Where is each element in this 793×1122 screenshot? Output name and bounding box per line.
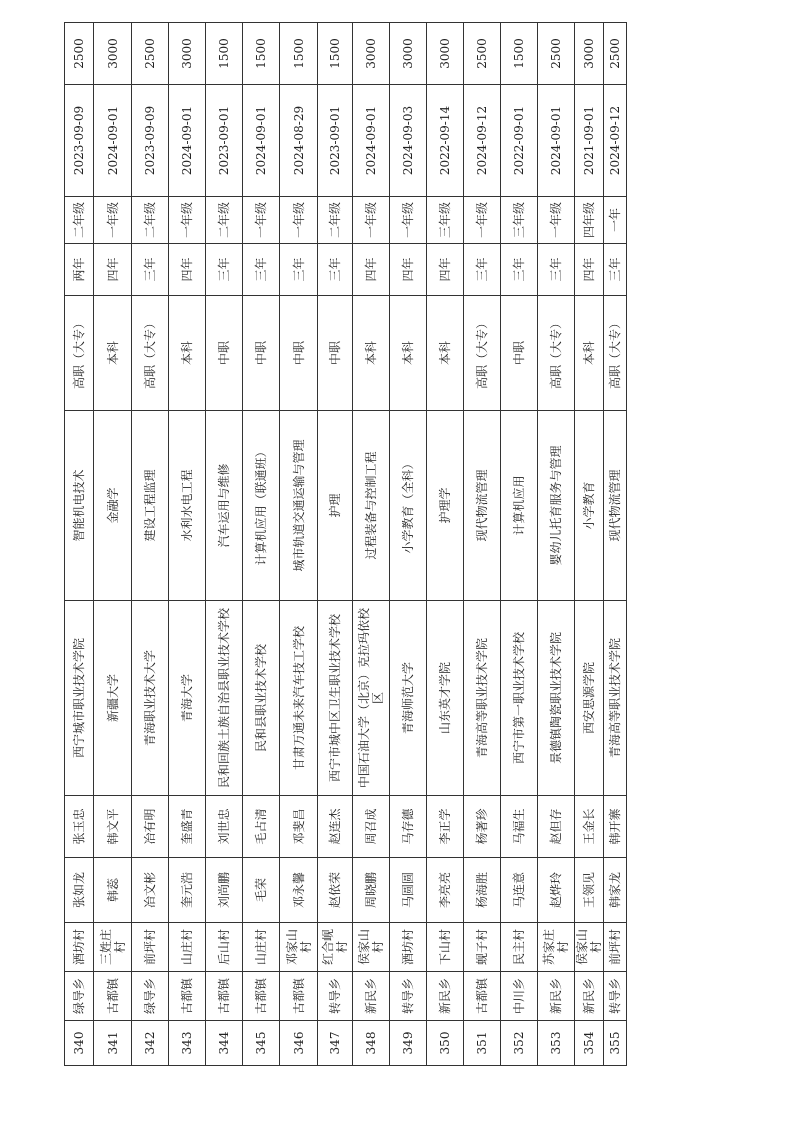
cell-major: 汽车运用与维修: [206, 411, 243, 601]
cell-grade: 一年级: [353, 197, 390, 244]
table-row: [243, 23, 280, 1066]
cell-no: 349: [390, 1021, 427, 1066]
cell-grade: 一年: [604, 197, 627, 244]
cell-major: 护理: [318, 411, 353, 601]
cell-guardian: 赵但存: [538, 796, 575, 858]
cell-amount: 3000: [353, 23, 390, 85]
cell-date: 2024-08-29: [280, 85, 318, 197]
cell-school: 西安思源学院: [575, 601, 604, 796]
cell-guardian: 韩文平: [94, 796, 132, 858]
cell-grade: 三年级: [427, 197, 464, 244]
cell-school: 青海高等职业技术学院: [604, 601, 627, 796]
cell-no: 347: [318, 1021, 353, 1066]
cell-township: 古都镇: [464, 972, 501, 1021]
cell-amount: 2500: [538, 23, 575, 85]
cell-major: 计算机应用（联通班）: [243, 411, 280, 601]
cell-major: 过程装备与控制工程: [353, 411, 390, 601]
cell-length: 三年: [501, 244, 538, 296]
cell-guardian: 毛占清: [243, 796, 280, 858]
cell-amount: 2500: [132, 23, 169, 85]
cell-amount: 1500: [318, 23, 353, 85]
cell-village: 前坪村: [132, 923, 169, 972]
cell-township: 中川乡: [501, 972, 538, 1021]
cell-amount: 3000: [169, 23, 206, 85]
cell-student: 王领见: [575, 858, 604, 923]
cell-student: 张如龙: [65, 858, 94, 923]
cell-guardian: 马福生: [501, 796, 538, 858]
cell-length: 四年: [94, 244, 132, 296]
cell-school: 青海高等职业技术学院: [464, 601, 501, 796]
table-row: [604, 23, 627, 1066]
cell-date: 2023-09-09: [65, 85, 94, 197]
cell-village: 下山村: [427, 923, 464, 972]
cell-grade: 二年级: [65, 197, 94, 244]
cell-student: 韩家龙: [604, 858, 627, 923]
cell-no: 350: [427, 1021, 464, 1066]
cell-township: 古都镇: [243, 972, 280, 1021]
table-row: [206, 23, 243, 1066]
cell-level: 本科: [390, 296, 427, 411]
cell-village: 苏家庄村: [538, 923, 575, 972]
cell-major: 智能机电技术: [65, 411, 94, 601]
cell-guardian: 王金长: [575, 796, 604, 858]
cell-no: 355: [604, 1021, 627, 1066]
cell-amount: 2500: [65, 23, 94, 85]
cell-grade: 一年级: [538, 197, 575, 244]
table-row: [575, 23, 604, 1066]
cell-guardian: 赵连杰: [318, 796, 353, 858]
cell-township: 新民乡: [575, 972, 604, 1021]
cell-major: 现代物流管理: [604, 411, 627, 601]
cell-no: 343: [169, 1021, 206, 1066]
cell-village: 酒坊村: [390, 923, 427, 972]
cell-village: 红合岘村: [318, 923, 353, 972]
cell-village: 酒坊村: [65, 923, 94, 972]
cell-township: 新民乡: [538, 972, 575, 1021]
cell-guardian: 周召成: [353, 796, 390, 858]
cell-guardian: 奎盛青: [169, 796, 206, 858]
cell-amount: 1500: [243, 23, 280, 85]
cell-student: 周晓鹏: [353, 858, 390, 923]
cell-township: 绿导乡: [132, 972, 169, 1021]
cell-school: 山东英才学院: [427, 601, 464, 796]
cell-grade: 二年级: [206, 197, 243, 244]
cell-student: 毛荣: [243, 858, 280, 923]
cell-village: 后山村: [206, 923, 243, 972]
cell-student: 李亮亮: [427, 858, 464, 923]
cell-grade: 三年级: [501, 197, 538, 244]
cell-guardian: 邓斐昌: [280, 796, 318, 858]
cell-school: 民和回族土族自治县职业技术学校: [206, 601, 243, 796]
cell-grade: 一年级: [169, 197, 206, 244]
cell-township: 转导乡: [318, 972, 353, 1021]
cell-no: 341: [94, 1021, 132, 1066]
cell-level: 高职（大专）: [132, 296, 169, 411]
cell-school: 新疆大学: [94, 601, 132, 796]
cell-guardian: 李正学: [427, 796, 464, 858]
cell-date: 2021-09-01: [575, 85, 604, 197]
cell-length: 四年: [427, 244, 464, 296]
cell-date: 2024-09-01: [169, 85, 206, 197]
cell-date: 2024-09-12: [464, 85, 501, 197]
cell-date: 2024-09-12: [604, 85, 627, 197]
cell-village: 山庄村: [169, 923, 206, 972]
cell-length: 三年: [280, 244, 318, 296]
cell-date: 2024-09-01: [243, 85, 280, 197]
cell-grade: 一年级: [390, 197, 427, 244]
cell-level: 高职（大专）: [538, 296, 575, 411]
cell-length: 三年: [132, 244, 169, 296]
cell-length: 三年: [318, 244, 353, 296]
cell-village: 邓家山村: [280, 923, 318, 972]
cell-school: 西宁市第一职业技术学校: [501, 601, 538, 796]
cell-length: 四年: [390, 244, 427, 296]
cell-major: 小学教育: [575, 411, 604, 601]
cell-student: 赵依荣: [318, 858, 353, 923]
cell-length: 四年: [353, 244, 390, 296]
cell-major: 小学教育（全科）: [390, 411, 427, 601]
table-row: [280, 23, 318, 1066]
cell-no: 348: [353, 1021, 390, 1066]
cell-school: 青海职业技术大学: [132, 601, 169, 796]
cell-student: 奎元浩: [169, 858, 206, 923]
cell-school: 甘肃万通未来汽车技工学校: [280, 601, 318, 796]
cell-date: 2024-09-01: [94, 85, 132, 197]
table-row: [132, 23, 169, 1066]
cell-guardian: 韩开寨: [604, 796, 627, 858]
cell-guardian: 杨著珍: [464, 796, 501, 858]
cell-village: 侯家山村: [575, 923, 604, 972]
cell-amount: 2500: [464, 23, 501, 85]
cell-major: 建设工程监理: [132, 411, 169, 601]
cell-level: 本科: [169, 296, 206, 411]
cell-township: 古都镇: [94, 972, 132, 1021]
cell-guardian: 冶有明: [132, 796, 169, 858]
cell-length: 三年: [604, 244, 627, 296]
cell-amount: 1500: [280, 23, 318, 85]
cell-length: 四年: [575, 244, 604, 296]
cell-no: 351: [464, 1021, 501, 1066]
cell-major: 金融学: [94, 411, 132, 601]
cell-date: 2024-09-01: [353, 85, 390, 197]
cell-length: 三年: [206, 244, 243, 296]
cell-amount: 3000: [390, 23, 427, 85]
cell-level: 中职: [501, 296, 538, 411]
cell-length: 三年: [243, 244, 280, 296]
cell-village: 侯家山村: [353, 923, 390, 972]
cell-amount: 3000: [94, 23, 132, 85]
table-row: [65, 23, 94, 1066]
cell-school: 西宁市城中区卫生职业技术学校: [318, 601, 353, 796]
cell-grade: 一年级: [94, 197, 132, 244]
cell-school: 民和县职业技术学校: [243, 601, 280, 796]
cell-school: 景德镇陶瓷职业技术学院: [538, 601, 575, 796]
cell-level: 高职（大专）: [65, 296, 94, 411]
table-body: [65, 23, 627, 1066]
cell-student: 邓永馨: [280, 858, 318, 923]
cell-township: 新民乡: [353, 972, 390, 1021]
cell-student: 韩蕊: [94, 858, 132, 923]
cell-level: 本科: [353, 296, 390, 411]
cell-village: 蚬子村: [464, 923, 501, 972]
cell-level: 中职: [206, 296, 243, 411]
cell-school: 青海师范大学: [390, 601, 427, 796]
cell-length: 三年: [538, 244, 575, 296]
cell-school: 青海大学: [169, 601, 206, 796]
cell-date: 2022-09-01: [501, 85, 538, 197]
cell-no: 342: [132, 1021, 169, 1066]
cell-no: 354: [575, 1021, 604, 1066]
cell-township: 转导乡: [604, 972, 627, 1021]
cell-date: 2024-09-01: [538, 85, 575, 197]
cell-amount: 1500: [206, 23, 243, 85]
cell-length: 四年: [169, 244, 206, 296]
cell-grade: 四年级: [575, 197, 604, 244]
cell-level: 本科: [575, 296, 604, 411]
cell-student: 冶文彬: [132, 858, 169, 923]
cell-no: 340: [65, 1021, 94, 1066]
cell-student: 刘尚鹏: [206, 858, 243, 923]
table-row: [464, 23, 501, 1066]
cell-grade: 二年级: [132, 197, 169, 244]
table-row: [538, 23, 575, 1066]
cell-major: 水利水电工程: [169, 411, 206, 601]
cell-student: 杨海胜: [464, 858, 501, 923]
cell-major: 护理学: [427, 411, 464, 601]
cell-school: 西宁城市职业技术学院: [65, 601, 94, 796]
cell-guardian: 马存德: [390, 796, 427, 858]
cell-guardian: 张玉忠: [65, 796, 94, 858]
cell-township: 绿导乡: [65, 972, 94, 1021]
cell-village: 山庄村: [243, 923, 280, 972]
cell-township: 转导乡: [390, 972, 427, 1021]
cell-level: 中职: [318, 296, 353, 411]
subsidy-table: [64, 22, 627, 1066]
cell-grade: 一年级: [280, 197, 318, 244]
cell-level: 高职（大专）: [604, 296, 627, 411]
table-row: [353, 23, 390, 1066]
cell-township: 古都镇: [169, 972, 206, 1021]
cell-major: 现代物流管理: [464, 411, 501, 601]
cell-no: 345: [243, 1021, 280, 1066]
cell-no: 346: [280, 1021, 318, 1066]
cell-date: 2024-09-03: [390, 85, 427, 197]
table-row: [318, 23, 353, 1066]
cell-village: 民主村: [501, 923, 538, 972]
table-row: [390, 23, 427, 1066]
cell-amount: 3000: [575, 23, 604, 85]
cell-level: 中职: [243, 296, 280, 411]
cell-village: 三姓庄村: [94, 923, 132, 972]
cell-amount: 3000: [427, 23, 464, 85]
cell-student: 马圆圆: [390, 858, 427, 923]
cell-grade: 二年级: [318, 197, 353, 244]
cell-township: 古都镇: [280, 972, 318, 1021]
cell-length: 两年: [65, 244, 94, 296]
cell-major: 计算机应用: [501, 411, 538, 601]
cell-amount: 1500: [501, 23, 538, 85]
table-row: [427, 23, 464, 1066]
cell-level: 本科: [427, 296, 464, 411]
cell-amount: 2500: [604, 23, 627, 85]
cell-date: 2023-09-09: [132, 85, 169, 197]
cell-level: 高职（大专）: [464, 296, 501, 411]
cell-level: 本科: [94, 296, 132, 411]
cell-grade: 一年级: [464, 197, 501, 244]
cell-no: 353: [538, 1021, 575, 1066]
cell-grade: 一年级: [243, 197, 280, 244]
cell-village: 前坪村: [604, 923, 627, 972]
cell-no: 344: [206, 1021, 243, 1066]
cell-major: 婴幼儿托育服务与管理: [538, 411, 575, 601]
table-row: [501, 23, 538, 1066]
cell-no: 352: [501, 1021, 538, 1066]
cell-date: 2022-09-14: [427, 85, 464, 197]
cell-length: 三年: [464, 244, 501, 296]
table-row: [169, 23, 206, 1066]
cell-major: 城市轨道交通运输与管理: [280, 411, 318, 601]
cell-level: 中职: [280, 296, 318, 411]
cell-school: 中国石油大学（北京）克拉玛依校区: [353, 601, 390, 796]
cell-date: 2023-09-01: [318, 85, 353, 197]
cell-student: 赵烨玲: [538, 858, 575, 923]
cell-township: 新民乡: [427, 972, 464, 1021]
cell-student: 马连意: [501, 858, 538, 923]
cell-guardian: 刘世忠: [206, 796, 243, 858]
table-row: [94, 23, 132, 1066]
cell-township: 古都镇: [206, 972, 243, 1021]
cell-date: 2023-09-01: [206, 85, 243, 197]
